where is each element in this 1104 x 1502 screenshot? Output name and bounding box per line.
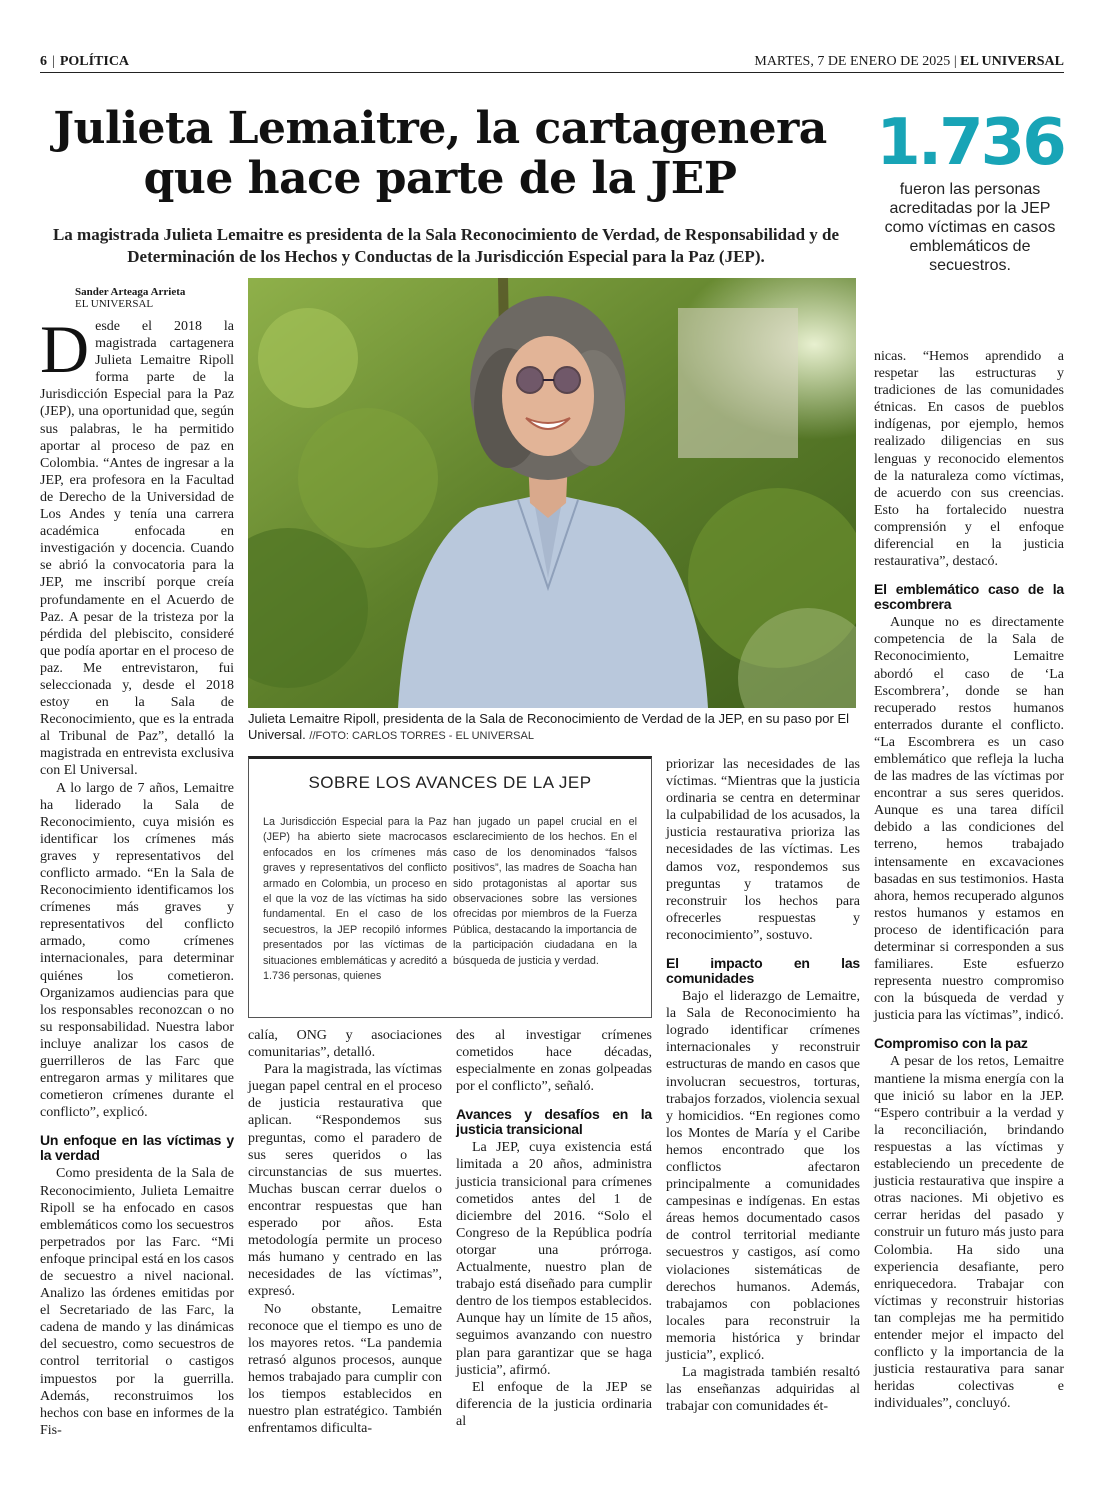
article-column-4 xyxy=(666,756,860,1415)
subheading: El impacto en las comunidades xyxy=(666,955,860,987)
header-left xyxy=(40,54,129,70)
article-column-3 xyxy=(456,1027,652,1430)
drop-cap: D xyxy=(40,311,90,387)
article-column-2 xyxy=(248,1027,442,1437)
byline-author: Sander Arteaga Arrieta xyxy=(75,286,186,298)
header-separator: | xyxy=(52,54,55,69)
article-paragraph: des al investigar crímenes cometidos hace décadas, especialmente en zonas golpeadas por el conflicto”, señaló. xyxy=(456,1028,652,1095)
photo-credit: //FOTO: CARLOS TORRES - EL UNIVERSAL xyxy=(309,730,534,742)
paragraph-text: esde el 2018 la magistrada cartagenera Julieta Lemaitre Ripoll forma parte de la Jurisdicción Especial para la Paz (JEP), una oportunidad que, según sus palabras, le ha permitido aportar al proceso de paz en Colombia. “Antes de ingresar a la JEP, era profesora en la Facultad de Derecho de la Universidad de Los Andes y tenía una carrera académica enfocada en investigación y docencia. Cuando se abrió la convocatoria para la JEP, me inscribí porque creía profundamente en el Acuerdo de Paz. A pesar de la tristeza por la pérdida del plebiscito, consideré que podía aportar en el proceso de paz. Me entrevistaron, fui seleccionada y, desde el 2018 estoy en la Sala de Reconocimiento, que es la entrada al Tribunal de Paz”, detalló la magistrada en entrevista exclusiva con El Universal. xyxy=(40,319,234,779)
stat-number: 1.736 xyxy=(876,106,1064,180)
page-number: 6 xyxy=(40,54,47,69)
byline-outlet: EL UNIVERSAL xyxy=(75,298,154,310)
sidebar-title: SOBRE LOS AVANCES DE LA JEP xyxy=(308,773,592,792)
article-paragraph: Para la magistrada, las víctimas juegan papel central en el proceso de justicia restaurativa que aplican. “Respondemos sus preguntas, como el paradero de sus seres queridos o las circunstancias de sus muertes. Muchas buscan cerrar duelos o encontrar respuestas que han esperado por años. Esta metodología permite un proceso más humano y centrado en las necesidades de las víctimas”, expresó. xyxy=(248,1062,442,1300)
article-paragraph: Aunque no es directamente competencia de la Sala de Reconocimiento, Lemaitre abordó el caso de ‘La Escombrera’, donde se han recuperado restos humanos enterrados durante el conflicto. “La Escombrera es un caso emblemático que refleja la lucha de las madres de las víctimas por encontrar a sus seres queridos. Aunque es una tarea difícil debido a las condiciones del terreno, hemos trabajado intensamente en excavaciones basadas en sus testimonios. Hasta ahora, hemos recuperado algunos restos humanos y estamos en proceso de identificación para determinar si corresponden a sus familiares. Este esfuerzo representa nuestro compromiso con la búsqueda de verdad y justicia para las víctimas”, indicó. xyxy=(874,615,1064,1024)
sidebar-text-left: La Jurisdicción Especial para la Paz (JEP) ha abierto siete macrocasos enfocados en los crímenes más graves y representativos del conflicto armado en Colombia, un proceso en el que la voz de las víctimas ha sido fundamental. En el caso de los secuestros, la JEP recopiló informes presentados por las víctimas de situaciones emblemáticas y acreditó a 1.736 personas, quienes xyxy=(263,816,447,983)
article-column-5 xyxy=(874,348,1064,1412)
photo-caption xyxy=(248,711,856,744)
article-paragraph: El enfoque de la JEP se diferencia de la justicia ordinaria al xyxy=(456,1379,652,1429)
portrait-illustration xyxy=(248,278,856,708)
header-right: MARTES, 7 DE ENERO DE 2025 | EL UNIVERSAL xyxy=(754,54,1064,69)
article-paragraph: priorizar las necesidades de las víctimas. “Mientras que la justicia ordinaria se centra en determinar la culpabilidad de los acusados, la justicia restaurativa prioriza las necesidades de las víctimas. Les damos voz, respondemos sus preguntas y tratamos de reconstruir los hechos para ofrecerles respuestas y reconocimiento”, sostuvo. xyxy=(666,757,860,943)
article-paragraph: A pesar de los retos, Lemaitre mantiene la misma energía con la que inició su labor en la JEP. “Espero contribuir a la verdad y la reconciliación, brindando respuestas a las víctimas y estableciendo un precedente de justicia restaurativa que inspire a otras naciones. Mi objetivo es cerrar heridas del pasado y construir un futuro más justo para Colombia. Ha sido una experiencia desafiante, pero enriquecedora. Trabajar con víctimas y reconstruir historias tan complejas me ha permitido entender mejor el impacto del conflicto y la importancia de la justicia restaurativa para sanar heridas colectivas e individuales”, concluyó. xyxy=(874,1054,1064,1412)
stat-callout xyxy=(870,108,1070,275)
subheading: Avances y desafíos en la justicia transicional xyxy=(456,1106,652,1138)
publication-name: EL UNIVERSAL xyxy=(960,54,1064,69)
caption-text: Julieta Lemaitre Ripoll, presidenta de la Sala de Reconocimiento de Verdad de la JEP, en su paso por El Universal. xyxy=(248,711,850,742)
header-rule xyxy=(40,72,1064,73)
article-paragraph: calía, ONG y asociaciones comunitarias”, detalló. xyxy=(248,1028,442,1061)
sidebar-text-right: han jugado un papel crucial en el esclarecimiento de los hechos. En el caso de los denominados “falsos positivos”, las madres de Soacha han sido protagonistas al aportar sus observaciones sobre las versiones ofrecidas por miembros de la Fuerza Pública, destacando la importancia de la participación ciudadana en la búsqueda de justicia y verdad. xyxy=(453,816,637,967)
article-paragraph: A lo largo de 7 años, Lemaitre ha liderado la Sala de Reconocimiento, cuya misión es identificar los crímenes más graves y representativos del conflicto armado. “En la Sala de Reconocimiento identificamos los crímenes más graves y representativos del conflicto armado, como crímenes internacionales, para determinar quiénes los cometieron. Organizamos audiencias para que los responsables reconozcan o no su responsabilidad. Nuestra labor incluye analizar los casos de guerrilleros de las Farc que entregaron armas y militares que cometieron crímenes durante el conflicto”, explicó. xyxy=(40,780,234,1121)
article-paragraph: nicas. “Hemos aprendido a respetar las estructuras y tradiciones de las comunidades étnicas. En casos de pueblos indígenas, por ejemplo, hemos realizado diligencias en sus lenguas y reconocido elementos de la naturaleza como víctimas, de acuerdo con sus creencias. Esto ha fortalecido nuestra comprensión y el enfoque diferencial en la justicia restaurativa”, destacó. xyxy=(874,349,1064,570)
subheading: El emblemático caso de la escombrera xyxy=(874,581,1064,613)
article-paragraph: La JEP, cuya existencia está limitada a 20 años, administra justicia transicional para crímenes cometidos antes del 1 de diciembre del 2016. “Solo el Congreso de la República podría otorgar una prórroga. Actualmente, nuestro plan de trabajo está diseñado para cumplir dentro de los tiempos establecidos. Aunque hay un límite de 15 años, seguimos avanzando con nuestro plan para garantizar que se haga justicia”, afirmó. xyxy=(456,1140,652,1378)
subheading: Compromiso con la paz xyxy=(874,1035,1028,1052)
stat-text: fueron las personas acreditadas por la JEP como víctimas en casos emblemáticos de secuestros. xyxy=(884,181,1056,274)
subheading: Un enfoque en las víctimas y la verdad xyxy=(40,1132,234,1164)
sidebar-box xyxy=(248,756,652,1018)
article-paragraph: Bajo el liderazgo de Lemaitre, la Sala de Reconocimiento ha logrado identificar crímenes internacionales y reconstruir estructuras de mando en casos que involucran secuestros, torturas, trabajos forzados, violencia sexual y homicidios. “En regiones como los Montes de María y el Caribe hemos encontrado que los conflictos afectaron principalmente a comunidades campesinas e indígenas. En estas áreas hemos documentado casos de control territorial mediante secuestros y castigos, así como violaciones sistemáticas de derechos humanos. Además, trabajamos con poblaciones locales para reconstruir la memoria histórica y brindar justicia”, explicó. xyxy=(666,989,860,1363)
subtitle: La magistrada Julieta Lemaitre es presidenta de la Sala Reconocimiento de Verdad, de Responsabilidad y de Determinación de los Hechos y Conductas de la Jurisdicción Especial para la Paz (JEP). xyxy=(52,225,840,266)
byline xyxy=(75,286,185,310)
article-paragraph: No obstante, Lemaitre reconoce que el tiempo es uno de los mayores retos. “La pandemia retrasó algunos procesos, aunque hemos trabajado para cumplir con los tiempos establecidos en nuestro plan estratégico. También enfrentamos dificulta- xyxy=(248,1301,442,1437)
portrait-photo xyxy=(248,278,856,708)
article-column-1 xyxy=(40,311,234,1439)
article-paragraph: La magistrada también resaltó las enseñanzas adquiridas al trabajar con comunidades ét- xyxy=(666,1365,860,1415)
article-paragraph xyxy=(40,311,234,780)
issue-date: MARTES, 7 DE ENERO DE 2025 xyxy=(754,54,951,69)
page-header xyxy=(40,52,1064,74)
headline: Julieta Lemaitre, la cartagenera que hace parte de la JEP xyxy=(53,103,827,204)
article-paragraph: Como presidenta de la Sala de Reconocimiento, Julieta Lemaitre Ripoll se ha enfocado en casos emblemáticos como los secuestros perpetrados por las Farc. “Mi enfoque principal está en los casos de secuestro a nivel nacional. Analizo las órdenes emitidas por el Secretariado de las Farc, la cadena de mando y las dinámicas del secuestro, como secuestros de control territorial o castigos impuestos por la guerrilla. Además, reconstruimos los hechos con base en informes de la Fis- xyxy=(40,1166,234,1438)
section-name: POLÍTICA xyxy=(59,54,130,69)
